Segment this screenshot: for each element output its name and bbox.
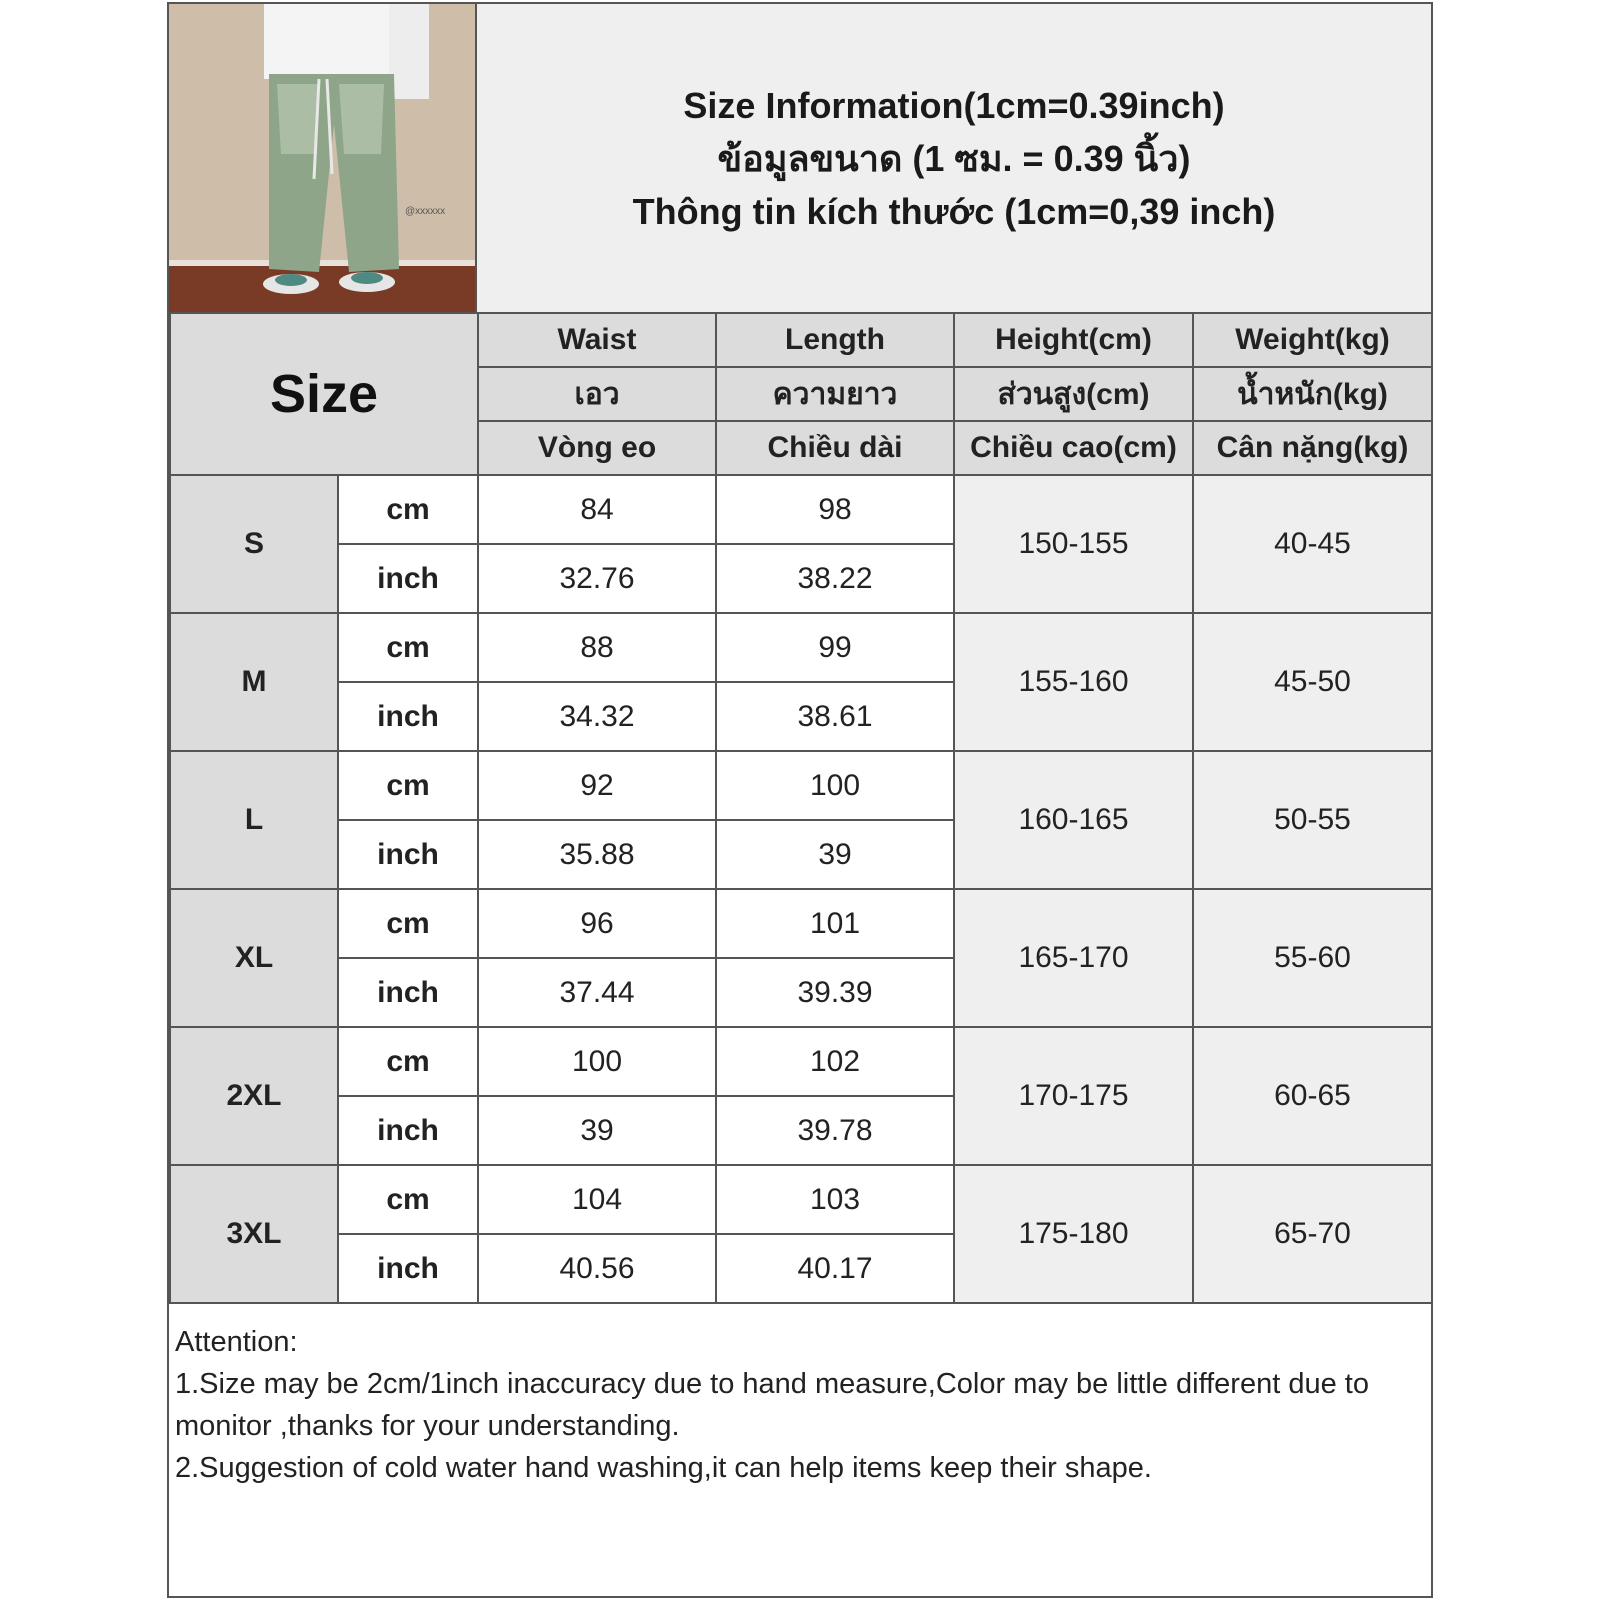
unit-cm-label: cm bbox=[338, 751, 478, 820]
size-label: S bbox=[170, 475, 338, 613]
waist-inch-value: 37.44 bbox=[478, 958, 716, 1027]
product-photo bbox=[169, 4, 477, 312]
unit-inch-label: inch bbox=[338, 1096, 478, 1165]
waist-inch-value: 39 bbox=[478, 1096, 716, 1165]
length-cm-value: 99 bbox=[716, 613, 954, 682]
col-header-height-th: ส่วนสูง(cm) bbox=[954, 367, 1193, 421]
size-label: M bbox=[170, 613, 338, 751]
weight-range-value: 60-65 bbox=[1193, 1027, 1432, 1165]
length-cm-value: 103 bbox=[716, 1165, 954, 1234]
title-vietnamese: Thông tin kích thước (1cm=0,39 inch) bbox=[632, 190, 1276, 232]
size-label: 3XL bbox=[170, 1165, 338, 1303]
length-inch-value: 38.22 bbox=[716, 544, 954, 613]
weight-range-value: 65-70 bbox=[1193, 1165, 1432, 1303]
title-english: Size Information(1cm=0.39inch) bbox=[683, 84, 1225, 126]
col-header-height-en: Height(cm) bbox=[954, 313, 1193, 367]
height-range-value: 150-155 bbox=[954, 475, 1193, 613]
height-range-value: 170-175 bbox=[954, 1027, 1193, 1165]
title-thai: ข้อมูลขนาด (1 ซม. = 0.39 นิ้ว) bbox=[717, 137, 1191, 179]
weight-range-value: 55-60 bbox=[1193, 889, 1432, 1027]
length-inch-value: 40.17 bbox=[716, 1234, 954, 1303]
model-wearing-pants-image bbox=[169, 4, 475, 312]
size-label: L bbox=[170, 751, 338, 889]
waist-inch-value: 34.32 bbox=[478, 682, 716, 751]
unit-inch-label: inch bbox=[338, 958, 478, 1027]
length-cm-value: 102 bbox=[716, 1027, 954, 1096]
weight-range-value: 45-50 bbox=[1193, 613, 1432, 751]
unit-cm-label: cm bbox=[338, 475, 478, 544]
size-label: 2XL bbox=[170, 1027, 338, 1165]
unit-cm-label: cm bbox=[338, 613, 478, 682]
col-header-length-en: Length bbox=[716, 313, 954, 367]
col-header-waist-vi: Vòng eo bbox=[478, 421, 716, 475]
length-inch-value: 39.78 bbox=[716, 1096, 954, 1165]
table-row bbox=[170, 1165, 1432, 1234]
size-table bbox=[169, 312, 1433, 1304]
weight-range-value: 50-55 bbox=[1193, 751, 1432, 889]
table-row bbox=[170, 613, 1432, 682]
length-cm-value: 100 bbox=[716, 751, 954, 820]
col-header-length-th: ความยาว bbox=[716, 367, 954, 421]
col-header-waist-en: Waist bbox=[478, 313, 716, 367]
length-inch-value: 39 bbox=[716, 820, 954, 889]
height-range-value: 175-180 bbox=[954, 1165, 1193, 1303]
col-header-waist-th: เอว bbox=[478, 367, 716, 421]
col-header-weight-th: น้ำหนัก(kg) bbox=[1193, 367, 1432, 421]
unit-cm-label: cm bbox=[338, 1165, 478, 1234]
length-inch-value: 38.61 bbox=[716, 682, 954, 751]
attention-line-1: 1.Size may be 2cm/1inch inaccuracy due to hand measure,Color may be little different due to monitor ,thanks for your understanding. bbox=[175, 1368, 1369, 1442]
attention-line-2: 2.Suggestion of cold water hand washing,it can help items keep their shape. bbox=[175, 1452, 1152, 1484]
waist-cm-value: 84 bbox=[478, 475, 716, 544]
unit-inch-label: inch bbox=[338, 682, 478, 751]
length-inch-value: 39.39 bbox=[716, 958, 954, 1027]
height-range-value: 155-160 bbox=[954, 613, 1193, 751]
attention-note bbox=[169, 1319, 1431, 1491]
unit-inch-label: inch bbox=[338, 820, 478, 889]
size-column-header: Size bbox=[170, 313, 478, 475]
waist-cm-value: 88 bbox=[478, 613, 716, 682]
length-cm-value: 98 bbox=[716, 475, 954, 544]
col-header-length-vi: Chiều dài bbox=[716, 421, 954, 475]
table-row bbox=[170, 751, 1432, 820]
size-information-title bbox=[477, 4, 1431, 312]
unit-inch-label: inch bbox=[338, 544, 478, 613]
length-cm-value: 101 bbox=[716, 889, 954, 958]
height-range-value: 165-170 bbox=[954, 889, 1193, 1027]
unit-cm-label: cm bbox=[338, 889, 478, 958]
unit-cm-label: cm bbox=[338, 1027, 478, 1096]
waist-cm-value: 92 bbox=[478, 751, 716, 820]
weight-range-value: 40-45 bbox=[1193, 475, 1432, 613]
waist-inch-value: 35.88 bbox=[478, 820, 716, 889]
size-chart-sheet bbox=[167, 2, 1433, 1598]
table-row bbox=[170, 475, 1432, 544]
waist-inch-value: 40.56 bbox=[478, 1234, 716, 1303]
table-row bbox=[170, 889, 1432, 958]
attention-heading: Attention: bbox=[175, 1326, 298, 1358]
table-row bbox=[170, 1027, 1432, 1096]
waist-cm-value: 104 bbox=[478, 1165, 716, 1234]
col-header-height-vi: Chiều cao(cm) bbox=[954, 421, 1193, 475]
col-header-weight-en: Weight(kg) bbox=[1193, 313, 1432, 367]
col-header-weight-vi: Cân nặng(kg) bbox=[1193, 421, 1432, 475]
waist-inch-value: 32.76 bbox=[478, 544, 716, 613]
size-label: XL bbox=[170, 889, 338, 1027]
unit-inch-label: inch bbox=[338, 1234, 478, 1303]
svg-text:@xxxxxx: @xxxxxx bbox=[405, 206, 446, 217]
waist-cm-value: 96 bbox=[478, 889, 716, 958]
height-range-value: 160-165 bbox=[954, 751, 1193, 889]
waist-cm-value: 100 bbox=[478, 1027, 716, 1096]
